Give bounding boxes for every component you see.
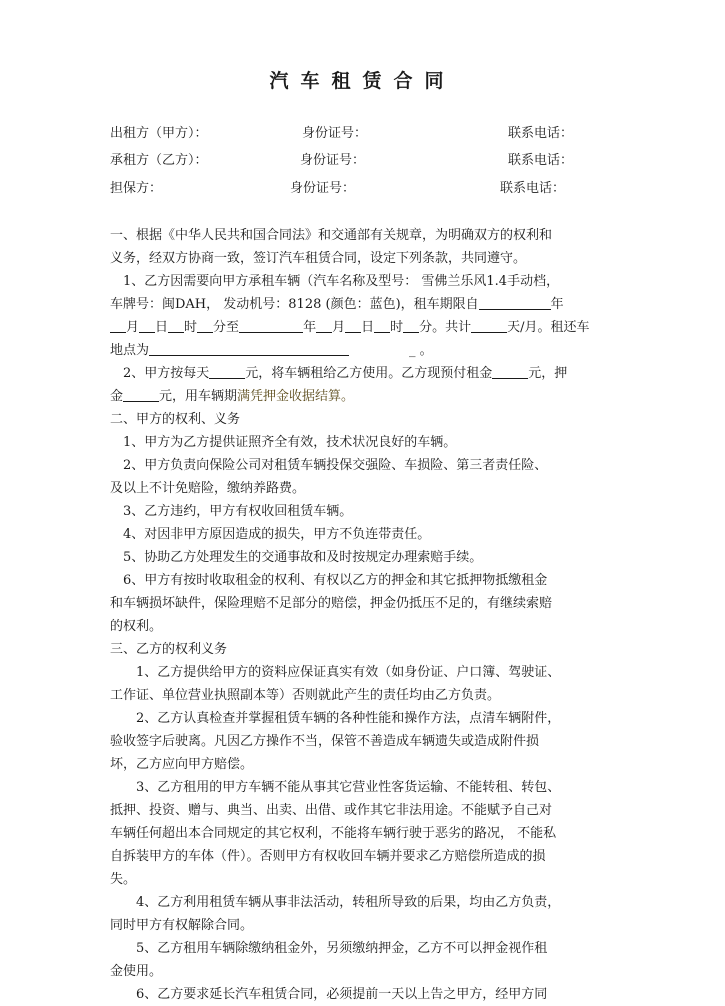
clause-line: 4、对因非甲方原因造成的损失，甲方不负连带责任。 bbox=[123, 527, 431, 542]
guarantor-id-label: 身份证号： bbox=[290, 181, 356, 196]
clause-line: 的权利。 bbox=[110, 619, 163, 634]
blank-field[interactable] bbox=[168, 318, 184, 333]
blank-field[interactable] bbox=[209, 364, 245, 379]
clause-line: 3、乙方租用的甲方车辆不能从事其它营业性客货运输、不能转租、转包、 bbox=[136, 780, 561, 795]
clause-line: 抵押、投资、赠与、典当、出卖、出借、或作其它非法用途。不能赋予自己对 bbox=[110, 803, 553, 818]
clause-1-line: 月 日 时 分至 年 月 日 时 分。共计 天/月。租还车 bbox=[110, 316, 620, 339]
clause-1-line: 1、乙方因需要向甲方承租车辆（汽车名称及型号： 雪佛兰乐风1.4手动档， bbox=[123, 274, 560, 289]
clause-line: 车辆任何超出本合同规定的其它权利，不能将车辆行驶于恶劣的路况， 不能私 bbox=[110, 826, 557, 841]
blank-field[interactable] bbox=[110, 318, 126, 333]
blank-field[interactable] bbox=[345, 318, 361, 333]
lessor-label: 出租方（甲方）： bbox=[110, 126, 208, 141]
blank-field[interactable] bbox=[139, 318, 155, 333]
clause-line: 2、甲方负责向保险公司对租赁车辆投保交强险、车损险、第三者责任险、 bbox=[123, 458, 548, 473]
blank-field[interactable] bbox=[149, 341, 349, 356]
blank-field[interactable] bbox=[123, 387, 159, 402]
blank-field[interactable] bbox=[239, 318, 303, 333]
clause-line: 及以上不计免赔险，缴纳养路费。 bbox=[110, 481, 306, 496]
guarantor-phone-label: 联系电话： bbox=[500, 181, 566, 196]
clause-line: 5、协助乙方处理发生的交通事故和及时按规定办理索赔手续。 bbox=[123, 550, 483, 565]
contract-body bbox=[110, 224, 620, 1006]
clause-line: 验收签字后驶离。凡因乙方操作不当，保管不善造成车辆遗失或造成附件损 bbox=[110, 734, 540, 749]
clause-line: 同时甲方有权解除合同。 bbox=[110, 918, 254, 933]
blank-field[interactable] bbox=[492, 364, 528, 379]
clause-line: 1、乙方提供给甲方的资料应保证真实有效（如身份证、户口簿、驾驶证、 bbox=[136, 665, 561, 680]
party-lessee-row bbox=[110, 149, 610, 173]
clause-line: 1、甲方为乙方提供证照齐全有效，技术状况良好的车辆。 bbox=[123, 435, 457, 450]
clause-2-line: 2、甲方按每天 元，将车辆租给乙方使用。乙方现预付租金 元，押 bbox=[123, 366, 568, 381]
lessee-id-label: 身份证号： bbox=[300, 153, 366, 168]
guarantor-label: 担保方： bbox=[110, 181, 163, 196]
clause-line: 6、甲方有按时收取租金的权利、有权以乙方的押金和其它抵押物抵缴租金 bbox=[123, 573, 548, 588]
document-title: 汽车租赁合同 bbox=[269, 70, 456, 92]
blank-field[interactable] bbox=[374, 318, 390, 333]
blank-field[interactable] bbox=[479, 295, 551, 310]
party-guarantor-row bbox=[110, 177, 610, 201]
clause-line: 坏，乙方应向甲方赔偿。 bbox=[110, 757, 254, 772]
clause-2-line: 金 元，用车辆期满凭押金收据结算。 bbox=[110, 389, 355, 404]
blank-field[interactable] bbox=[403, 318, 419, 333]
lessor-id-label: 身份证号： bbox=[302, 126, 368, 141]
blank-field[interactable] bbox=[471, 318, 507, 333]
section-2-heading: 二、甲方的权利、义务 bbox=[110, 412, 241, 427]
clause-line: 工作证、单位营业执照副本等）否则就此产生的责任均由乙方负责。 bbox=[110, 688, 501, 703]
clause-1-line: 车牌号：闽DAH， 发动机号：8128 (颜色：蓝色)，租车期限自 年 bbox=[110, 297, 564, 312]
clause-line: 6、乙方要求延长汽车租赁合同，必须提前一天以上告之甲方，经甲方同 bbox=[136, 987, 548, 1002]
clause-line: 失。 bbox=[110, 872, 137, 887]
section-2-lines bbox=[110, 431, 620, 638]
lessee-phone-label: 联系电话： bbox=[508, 153, 574, 168]
intro-line: 义务，经双方协商一致，签订汽车租赁合同，设定下列条款，共同遵守。 bbox=[110, 251, 527, 266]
section-3-heading: 三、乙方的权利义务 bbox=[110, 642, 228, 657]
blank-field[interactable] bbox=[316, 318, 332, 333]
lessor-phone-label: 联系电话： bbox=[508, 126, 574, 141]
party-lessor-row bbox=[110, 122, 610, 146]
intro-line: 一、根据《中华人民共和国合同法》和交通部有关规章，为明确双方的权利和 bbox=[110, 228, 553, 243]
clause-line: 自拆装甲方的车体（件）。否则甲方有权收回车辆并要求乙方赔偿所造成的损 bbox=[110, 849, 546, 864]
blank-field[interactable] bbox=[197, 318, 213, 333]
clause-line: 2、乙方认真检查并掌握租赁车辆的各种性能和操作方法，点清车辆附件， bbox=[136, 711, 561, 726]
lessee-label: 承租方（乙方）： bbox=[110, 153, 208, 168]
clause-1-line: 地点为 _ 。 bbox=[110, 343, 433, 358]
clause-line: 3、乙方违约，甲方有权收回租赁车辆。 bbox=[123, 504, 353, 519]
section-3-lines bbox=[110, 661, 620, 1006]
clause-line: 金使用。 bbox=[110, 964, 163, 979]
clause-line: 和车辆损坏缺件，保险理赔不足部分的赔偿，押金仍抵压不足的，有继续索赔 bbox=[110, 596, 553, 611]
clause-line: 5、乙方租用车辆除缴纳租金外，另须缴纳押金，乙方不可以押金视作租 bbox=[136, 941, 548, 956]
clause-line: 4、乙方利用租赁车辆从事非法活动，转租所导致的后果，均由乙方负责， bbox=[136, 895, 561, 910]
